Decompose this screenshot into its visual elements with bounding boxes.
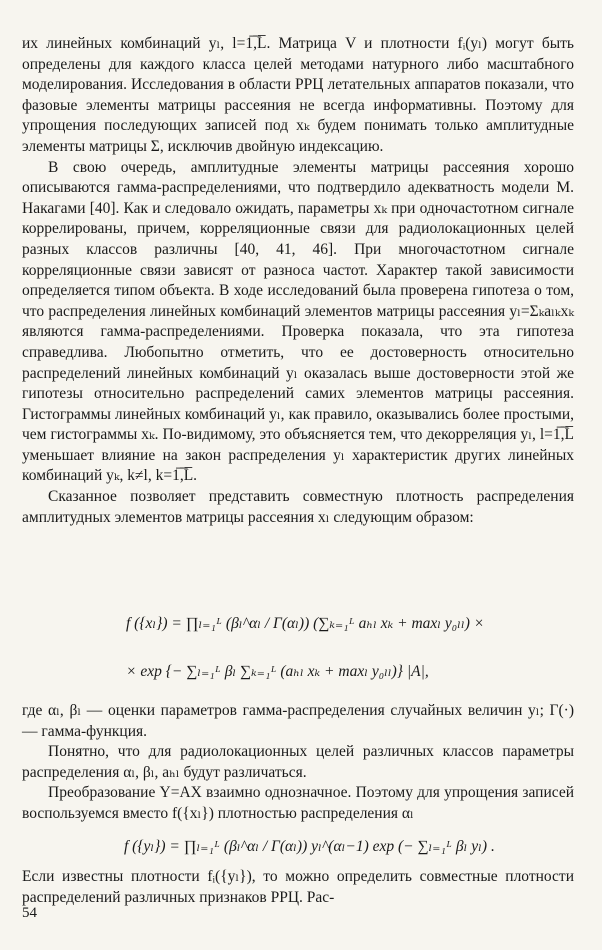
formula-1-line-1: f ({xₗ}) = ∏ₗ₌₁ᴸ (βₗ^αₗ / Γ(αₗ)) (∑ₖ₌₁ᴸ aₕₗ xₖ + maxₗ y₀ₗₗ) ×: [126, 615, 485, 632]
formula-2: f ({yₗ}) = ∏ₗ₌₁ᴸ (βₗ^αₗ / Γ(αₗ)) yₗ^(αₗ−1) exp (− ∑ₗ₌₁ᴸ βₗ yₗ) .: [124, 838, 495, 855]
text-block-middle: [22, 701, 574, 825]
formula-1-explanation: где αₗ, βₗ — оценки параметров гамма-распределения случайных величин yₗ; Γ(·) — гамма-функция.: [22, 702, 574, 740]
paragraph-3: Сказанное позволяет представить совместную плотность распределения амплитудных элементов матрицы рассеяния xₗ следующим образом:: [22, 488, 574, 526]
formula-1-line-2: × exp {− ∑ₗ₌₁ᴸ βₗ ∑ₖ₌₁ᴸ (aₕₗ xₖ + maxₗ y₀ₗₗ)} |A|,: [126, 663, 429, 680]
text-block-bottom: [22, 867, 574, 908]
paragraph-4: Понятно, что для радиолокационных целей различных классов параметры распределения αₗ, βₗ, aₕₗ будут различаться.: [22, 743, 574, 781]
paragraph-2: В свою очередь, амплитудные элементы матрицы рассеяния хорошо описываются гамма-распределениями, что подтвердило адекватность модели М. Накагами [40]. Как и следовало ожидать, параметры xₖ при одночастотном сигнале коррелированы, причем, корреляционные связи для радиолокационных целей разных классов различны [40, 41, 46]. При многочастотном сигнале корреляционные связи зависят от разноса частот. Характер такой зависимости определяется типом объекта. В ходе исследований была проверена гипотеза о том, что распределения линейных комбинаций элементов матрицы рассеяния yₗ=Σₖaₗₖxₖ являются гамма-распределениями. Проверка показала, что эта гипотеза справедлива. Любопытно отметить, что ее достоверность относительно распределений линейных комбинаций yₗ оказалась выше достоверности этой же гипотезы относительно распределений самих элементов матрицы рассеяния. Гистограммы линейных комбинаций yₗ, как правило, оказывались более простыми, чем гистограммы xₖ. По-видимому, это объясняется тем, что декорреляция yₗ, l=1̅,̅L̅ уменьшает влияние на закон распределения yₗ характеристик других линейных комбинаций yₖ, k≠l, k=1̅,̅L̅.: [22, 158, 574, 485]
paragraph-1: их линейных комбинаций yₗ, l=1̅,̅L̅. Матрица V и плотности fᵢ(yₗ) могут быть определены для каждого класса целей методами натурного либо масштабного моделирования. Исследования в области РРЦ летательных аппаратов показали, что фазовые элементы матрицы рассеяния не всегда информативны. Поэтому для упрощения последующих записей под xₖ будем понимать только амплитудные элементы матрицы Σ, исключив двойную индексацию.: [22, 35, 574, 155]
paragraph-6: Если известны плотности fᵢ({yₗ}), то можно определить совместные плотности распределений различных признаков РРЦ. Рас-: [22, 868, 574, 906]
page-number: 54: [22, 905, 37, 921]
text-block-top: [22, 34, 574, 528]
paragraph-5: Преобразование Y=AX взаимно однозначное. Поэтому для упрощения записей воспользуемся вместо f({xₗ}) плотностью распределения αₗ: [22, 784, 574, 822]
